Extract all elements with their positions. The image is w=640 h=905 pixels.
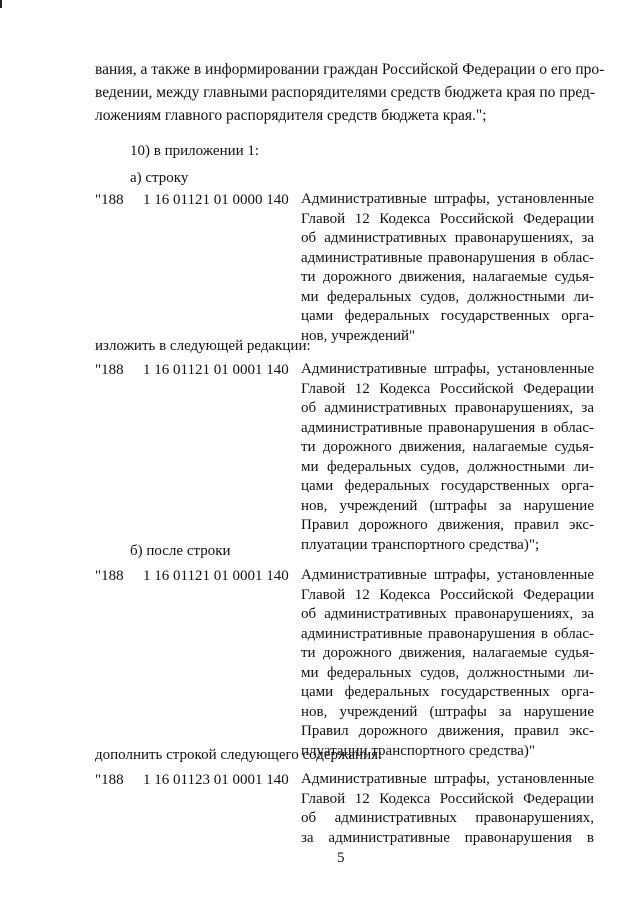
- row4-code: 1 16 01123 01 0001 140: [143, 772, 289, 788]
- row3-quote: "188: [95, 568, 124, 584]
- desc-line: Административные штрафы, установленные: [301, 361, 594, 377]
- row3-description: [301, 566, 594, 761]
- desc-line: нов, учреждений": [301, 327, 416, 344]
- intro-line: ложениям главного распорядителя средств бюджета края.";: [95, 107, 487, 124]
- row2-code: 1 16 01121 01 0001 140: [143, 362, 289, 378]
- sub-b-heading: б) после строки: [130, 543, 231, 559]
- desc-line: об административных правонарушениях,: [301, 810, 594, 826]
- desc-line: Главой 12 Кодекса Российской Федерации: [301, 210, 594, 227]
- desc-line: об административных правонарушениях, за: [301, 606, 594, 622]
- desc-line: Административные штрафы, установленные: [301, 567, 594, 583]
- desc-line: цами федеральных государственных орга-: [301, 308, 594, 324]
- desc-line: административные правонарушения в облас-: [301, 419, 594, 436]
- desc-line: ми федеральных судов, должностными ли-: [301, 458, 594, 475]
- row4-quote: "188: [95, 772, 124, 788]
- desc-line: ти дорожного движения, налагаемые судья-: [301, 645, 594, 661]
- row2-quote: "188: [95, 362, 124, 378]
- intro-line: вания, а также в информировании граждан Российской Федерации о его про-: [95, 61, 605, 78]
- intro-line: ведении, между главными распорядителями средств бюджета края по пред-: [95, 84, 596, 101]
- row2-description: [301, 360, 594, 555]
- desc-line: плуатации транспортного средства)": [301, 742, 535, 759]
- desc-line: Главой 12 Кодекса Российской Федерации: [301, 586, 594, 603]
- desc-line: административные правонарушения в облас-: [301, 249, 594, 266]
- desc-line: ми федеральных судов, должностными ли-: [301, 664, 594, 681]
- desc-line: нов, учреждений (штрафы за нарушение: [301, 497, 594, 514]
- desc-line: об административных правонарушениях, за: [301, 230, 594, 246]
- add-label: дополнить строкой следующего содержания:: [95, 747, 383, 763]
- desc-line: ти дорожного движения, налагаемые судья-: [301, 439, 594, 455]
- edit-label: изложить в следующей редакции:: [95, 338, 311, 354]
- desc-line: цами федеральных государственных орга-: [301, 684, 594, 700]
- desc-line: Главой 12 Кодекса Российской Федерации: [301, 790, 594, 807]
- desc-line: ми федеральных судов, должностными ли-: [301, 288, 594, 305]
- desc-line: плуатации транспортного средства)";: [301, 536, 540, 553]
- desc-line: за административные правонарушения в: [301, 829, 594, 846]
- desc-line: Правил дорожного движения, правил экс-: [301, 723, 594, 739]
- page-number: 5: [337, 850, 345, 866]
- row4-description: [301, 770, 594, 848]
- desc-line: нов, учреждений (штрафы за нарушение: [301, 703, 594, 720]
- desc-line: ти дорожного движения, налагаемые судья-: [301, 269, 594, 285]
- desc-line: административные правонарушения в облас-: [301, 625, 594, 642]
- row1-code: 1 16 01121 01 0000 140: [143, 192, 289, 208]
- row1-description: [301, 190, 594, 346]
- desc-line: об административных правонарушениях, за: [301, 400, 594, 416]
- row1-quote: "188: [95, 192, 124, 208]
- desc-line: Административные штрафы, установленные: [301, 771, 594, 787]
- scan-edge-mark: [0, 0, 2, 8]
- intro-paragraph: [95, 58, 605, 127]
- desc-line: Главой 12 Кодекса Российской Федерации: [301, 380, 594, 397]
- desc-line: Правил дорожного движения, правил экс-: [301, 517, 594, 533]
- item-10-heading: 10) в приложении 1:: [130, 143, 260, 159]
- desc-line: цами федеральных государственных орга-: [301, 478, 594, 494]
- sub-a-heading: а) строку: [130, 170, 189, 186]
- row3-code: 1 16 01121 01 0001 140: [143, 568, 289, 584]
- desc-line: Административные штрафы, установленные: [301, 191, 594, 207]
